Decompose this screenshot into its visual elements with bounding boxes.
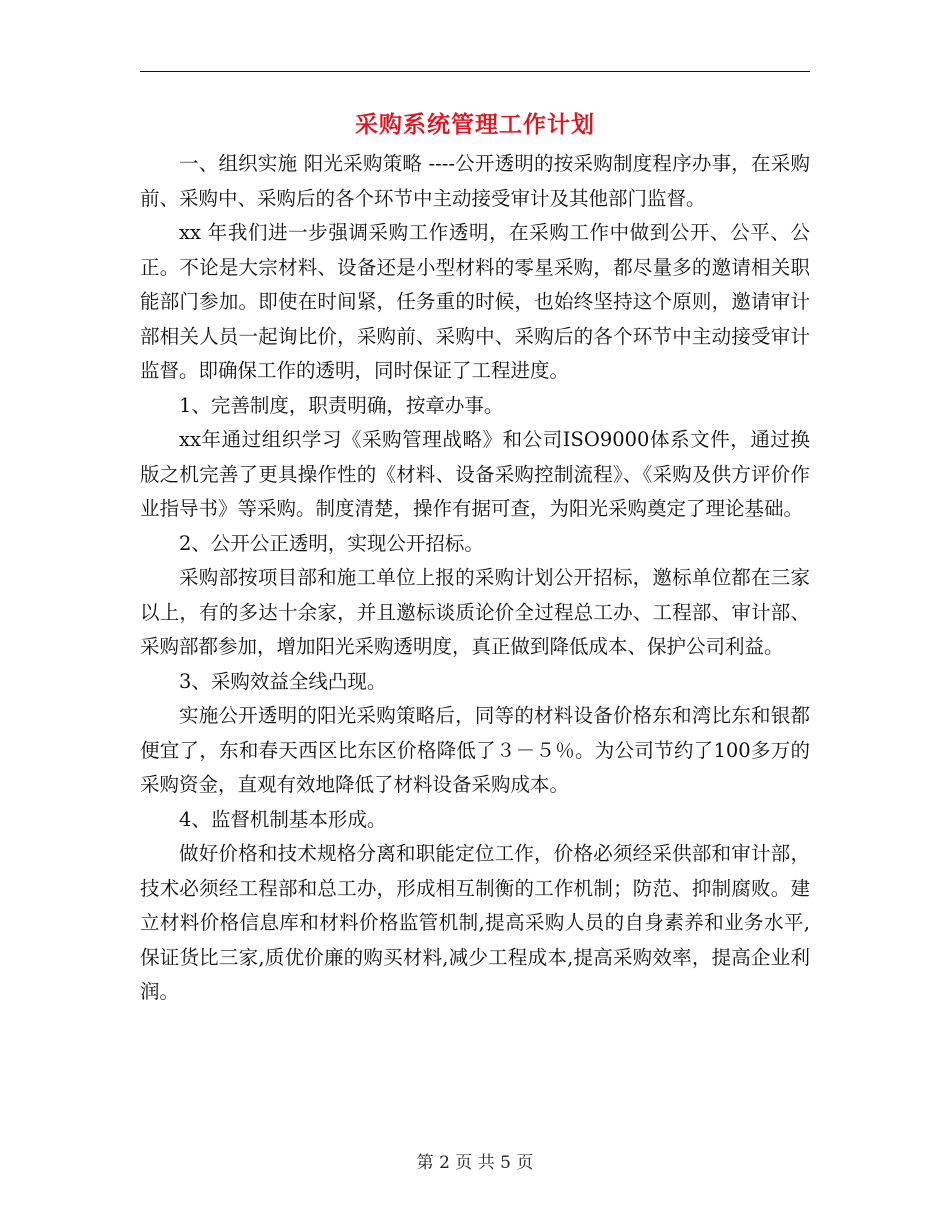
document-body <box>140 147 810 1010</box>
paragraph-transparency: xx 年我们进一步强调采购工作透明，在采购工作中做到公开、公平、公正。不论是大宗材料、设备还是小型材料的零星采购，都尽量多的邀请相关职能部门参加。即使在时间紧，任务重的时候，也始终坚持这个原则，邀请审计部相关人员一起询比价，采购前、采购中、采购后的各个环节中主动接受审计监督。即确保工作的透明，同时保证了工程进度。 <box>140 221 810 382</box>
paragraph-item-2: 采购部按项目部和施工单位上报的采购计划公开招标，邀标单位都在三家以上，有的多达十余家，并且邀标谈质论价全过程总工办、工程部、审计部、采购部都参加，增加阳光采购透明度，真正做到降低成本、保护公司利益。 <box>140 566 810 658</box>
heading-item-3: 3、采购效益全线凸现。 <box>179 669 387 693</box>
header-rule <box>140 71 810 72</box>
heading-item-4: 4、监督机制基本形成。 <box>179 807 387 831</box>
paragraph-item-1: xx年通过组织学习《采购管理战略》和公司ISO9000体系文件，通过换版之机完善了更具操作性的《材料、设备采购控制流程》、《采购及供方评价作业指导书》等采购。制度清楚，操作有据可查，为阳光采购奠定了理论基础。 <box>140 428 810 520</box>
page-number: 第 2 页 共 5 页 <box>416 1153 534 1173</box>
paragraph-section-1-intro: 一、组织实施 阳光采购策略 ----公开透明的按采购制度程序办事，在采购前、采购中、采购后的各个环节中主动接受审计及其他部门监督。 <box>140 152 810 210</box>
heading-item-1: 1、完善制度，职责明确，按章办事。 <box>179 393 504 417</box>
heading-item-2: 2、公开公正透明，实现公开招标。 <box>179 531 484 555</box>
document-title: 采购系统管理工作计划 <box>355 111 595 138</box>
paragraph-item-3: 实施公开透明的阳光采购策略后，同等的材料设备价格东和湾比东和银都便宜了，东和春天西区比东区价格降低了３－５％。为公司节约了100多万的采购资金，直观有效地降低了材料设备采购成本。 <box>140 704 810 796</box>
paragraph-item-4: 做好价格和技术规格分离和职能定位工作，价格必须经采供部和审计部，技术必须经工程部和总工办，形成相互制衡的工作机制；防范、抑制腐败。建立材料价格信息库和材料价格监管机制,提高采购人员的自身素养和业务水平,保证货比三家,质优价廉的购买材料,减少工程成本,提高采购效率，提高企业利润。 <box>140 842 810 1003</box>
